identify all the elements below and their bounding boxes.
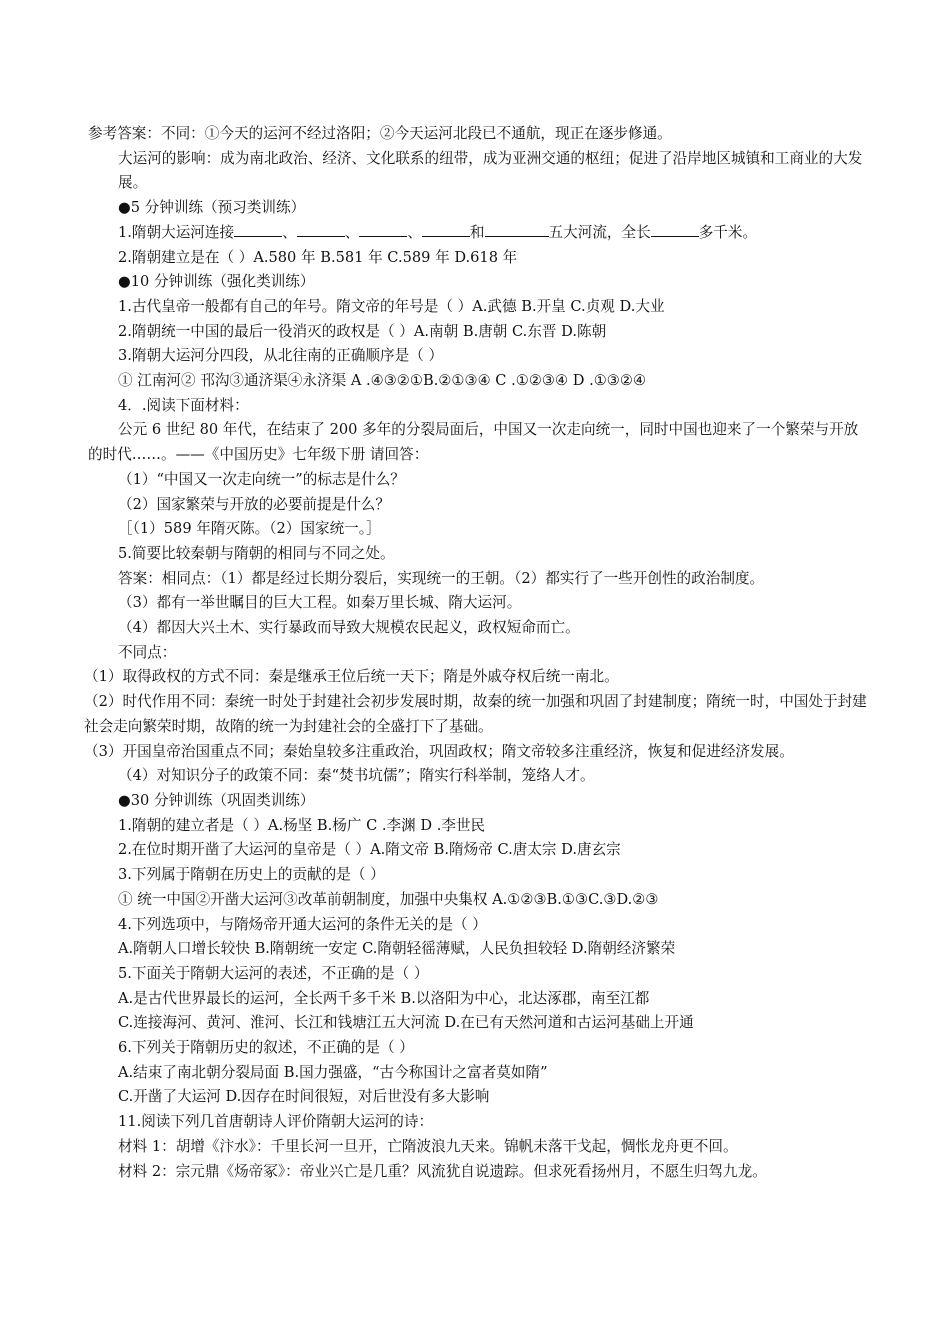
- text-line: 不同点：: [118, 643, 177, 661]
- text-line: 材料 1：胡增《汴水》：千里长河一旦开，亡隋波浪九天来。锦帆未落干戈起，惆怅龙舟更不回。: [118, 1137, 738, 1155]
- text-line: （3）都有一举世瞩目的巨大工程。如秦万里长城、隋大运河。: [118, 594, 522, 612]
- text-line: （4）都因大兴土木、实行暴政而导致大规模农民起义，政权短命而亡。: [118, 619, 580, 637]
- question-line: ① 江南河② 邗沟③通济渠④永济渠 A .④③②①B.②①③④ C .①②③④ D .①③②④: [118, 372, 647, 390]
- question-line: 5.下面关于隋朝大运河的表述，不正确的是（ ）: [118, 964, 429, 982]
- section-heading: ●30 分钟训练（巩固类训练）: [118, 791, 315, 809]
- question-line: A.是古代世界最长的运河，全长两千多千米 B.以洛阳为中心，北达涿郡，南至江都: [118, 989, 650, 1007]
- text-line: ［（1）589 年隋灭陈。（2）国家统一。］: [118, 520, 381, 538]
- document-page: [84, 122, 870, 1184]
- question-line: 6.下列关于隋朝历史的叙述，不正确的是（ ）: [118, 1039, 414, 1057]
- question-line: 2.隋朝建立是在（ ）A.580 年 B.581 年 C.589 年 D.618 年: [118, 248, 518, 266]
- question-line: 4.下列选项中，与隋炀帝开通大运河的条件无关的是（ ）: [118, 915, 487, 933]
- section-heading: ●5 分钟训练（预习类训练）: [118, 199, 306, 217]
- fill-blank-question: 1.隋朝大运河连接 、 、 、 和 五大河流，全长 多千米。: [118, 223, 758, 241]
- text-paragraph: （2）时代作用不同：秦统一时处于封建社会初步发展时期，故秦的统一加强和巩固了封建制度；隋统一时，中国处于封建社会走向繁荣时期，故隋的统一为封建社会的全盛打下了基础。: [84, 693, 867, 735]
- question-line: 2.隋朝统一中国的最后一役消灭的政权是（ ）A.南朝 B.唐朝 C.东晋 D.陈朝: [118, 322, 607, 340]
- section-heading: ●10 分钟训练（强化类训练）: [118, 273, 315, 291]
- question-line: 3.隋朝大运河分四段，从北往南的正确顺序是（ ）: [118, 347, 444, 365]
- question-line: 3.下列属于隋朝在历史上的贡献的是（ ）: [118, 866, 385, 884]
- question-line: 4．.阅读下面材料：: [118, 396, 249, 414]
- text-paragraph: 大运河的影响：成为南北政治、经济、文化联系的纽带，成为亚洲交通的枢纽；促进了沿岸地区城镇和工商业的大发展。: [118, 149, 863, 192]
- text-paragraph: 公元 6 世纪 80 年代，在结束了 200 多年的分裂局面后，中国又一次走向统一，同时中国也迎来了一个繁荣与开放的时代……。——《中国历史》七年级下册 请回答：: [88, 421, 859, 464]
- question-line: A.结束了南北朝分裂局面 B.国力强盛，“古今称国计之富者莫如隋”: [118, 1063, 548, 1081]
- text-paragraph: （3）开国皇帝治国重点不同；秦始皇较多注重政治，巩固政权；隋文帝较多注重经济，恢复和促进经济发展。: [84, 742, 794, 760]
- text-line: （2）国家繁荣与开放的必要前提是什么？: [118, 495, 390, 513]
- text-line: （1）“中国又一次走向统一”的标志是什么？: [118, 470, 405, 488]
- question-line: ① 统一中国②开凿大运河③改革前朝制度，加强中央集权 A.①②③B.①③C.③D.②③: [118, 890, 659, 908]
- question-line: C.连接海河、黄河、淮河、长江和钱塘江五大河流 D.在已有天然河道和古运河基础上开通: [118, 1014, 694, 1032]
- question-line: C.开凿了大运河 D.因存在时间很短，对后世没有多大影响: [118, 1088, 490, 1106]
- question-line: A.隋朝人口增长较快 B.隋朝统一安定 C.隋朝轻徭薄赋，人民负担较轻 D.隋朝经济繁荣: [118, 940, 676, 958]
- question-line: 5.简要比较秦朝与隋朝的相同与不同之处。: [118, 544, 395, 562]
- question-line: 1.隋朝的建立者是（ ）A.杨坚 B.杨广 C .李渊 D .李世民: [118, 816, 486, 834]
- text-line: 参考答案：不同：①今天的运河不经过洛阳；②今天运河北段已不通航，现正在逐步修通。: [88, 125, 672, 142]
- text-line: （4）对知识分子的政策不同：秦“焚书坑儒”；隋实行科举制，笼络人才。: [118, 767, 595, 785]
- question-line: 11.阅读下列几首唐朝诗人评价隋朝大运河的诗：: [118, 1113, 434, 1131]
- text-line: 答案：相同点：（1）都是经过长期分裂后，实现统一的王朝。（2）都实行了一些开创性的政治制度。: [118, 569, 765, 587]
- text-line: 材料 2：宗元鼎《炀帝冢》：帝业兴亡是几重？风流犹自说遗踪。但求死看扬州月，不愿生归驾九龙。: [118, 1162, 767, 1180]
- question-line: 2.在位时期开凿了大运河的皇帝是（ ）A.隋文帝 B.隋炀帝 C.唐太宗 D.唐玄宗: [118, 841, 621, 859]
- text-line: （1）取得政权的方式不同：秦是继承王位后统一天下；隋是外戚夺权后统一南北。: [84, 668, 619, 686]
- question-line: 1.古代皇帝一般都有自己的年号。隋文帝的年号是（ ）A.武德 B.开皇 C.贞观 D.大业: [118, 297, 665, 315]
